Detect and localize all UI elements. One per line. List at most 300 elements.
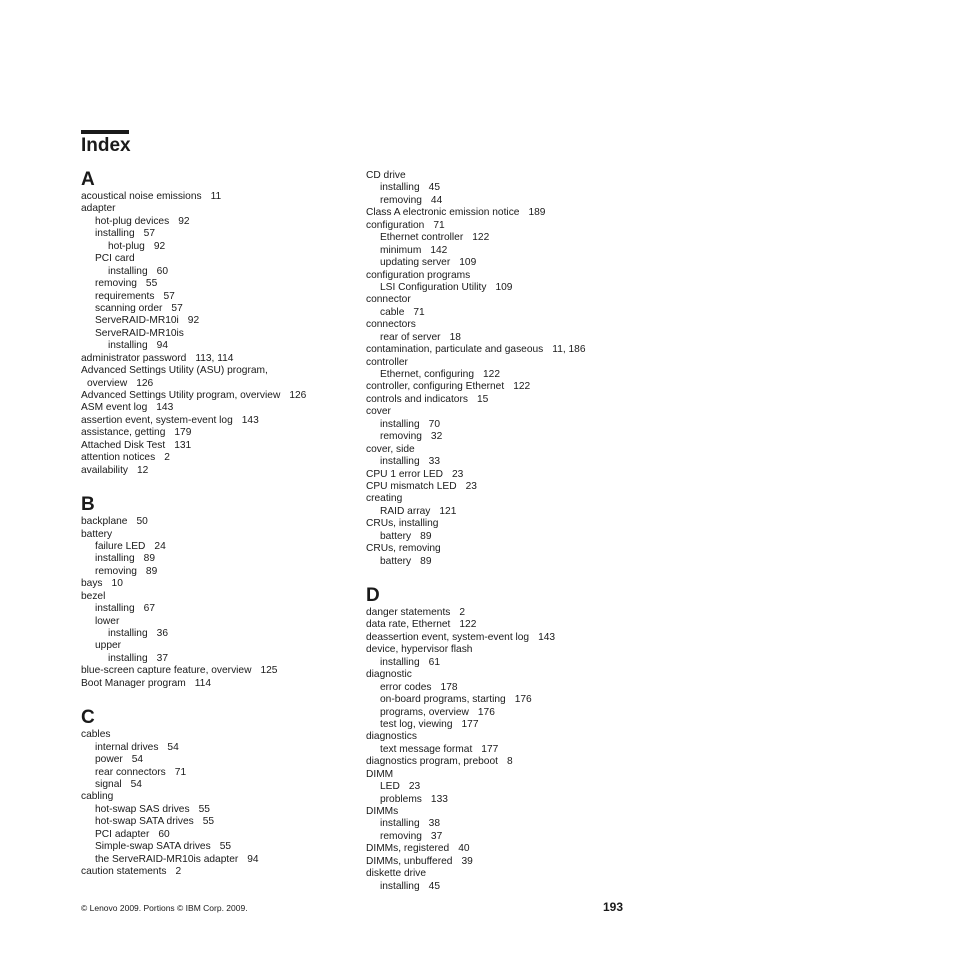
page-ref-link[interactable]: 178 [440,681,458,693]
index-term: installing [108,628,148,639]
index-term: cabling [81,791,114,803]
index-entry [81,791,361,803]
page-ref-link[interactable]: 38 [428,818,440,830]
index-entry [81,591,361,603]
index-term: CRUs, installing [366,518,439,530]
index-term: removing [380,194,422,206]
index-entry [366,831,646,843]
page-ref-link[interactable]: 92 [187,315,200,327]
page-ref-link[interactable]: 2 [164,452,170,464]
page-ref-link[interactable]: 37 [156,652,168,664]
index-term: lower [95,615,120,627]
index-entry [366,469,646,481]
index-entry [366,806,646,818]
index-entry [366,856,646,868]
index-term: cables [81,729,111,741]
index-term: Advanced Settings Utility program, overview [81,390,281,401]
index-term: PCI adapter [95,828,150,840]
index-term: installing [108,652,148,664]
index-entry [366,719,646,731]
index-term: Advanced Settings Utility (ASU) program, [81,365,268,377]
page-ref-link[interactable]: 176 [477,706,495,718]
index-entry [366,868,646,880]
index-term: ServeRAID-MR10is [95,327,184,339]
page-ref-link[interactable]: 179 [174,427,192,439]
page-ref-link[interactable]: 109 [495,281,513,293]
index-term: scanning order [95,302,163,314]
index-entry [81,529,361,541]
index-entry [366,195,646,207]
index-entry [81,440,361,452]
index-term: power [95,754,123,766]
index-term: signal [95,778,122,790]
page-ref-link[interactable]: 60 [158,828,170,840]
index-entry [81,603,361,615]
index-term: creating [366,493,403,505]
index-entry [366,669,646,681]
index-term: updating server [380,257,451,269]
page-ref-link[interactable]: 94 [156,340,168,352]
index-entry [81,216,361,228]
page-ref-link[interactable]: 122 [472,232,490,244]
index-entry [81,328,361,340]
index-entry [366,769,646,781]
index-entry [81,516,361,528]
index-term: LSI Configuration Utility [380,281,487,293]
index-entry [366,657,646,669]
page-ref-link[interactable]: 50 [136,516,148,528]
index-entry [81,779,361,791]
page-ref-link[interactable]: 11, 186 [552,344,586,356]
index-term: assistance, getting [81,427,166,439]
index-term: removing [380,431,422,443]
index-term: CD drive [366,170,406,181]
page-ref-link[interactable]: 92 [178,215,190,227]
index-entry [366,781,646,793]
index-entry [366,419,646,431]
index-entry [81,578,361,590]
index-entry [81,616,361,628]
page-ref-link[interactable]: 122 [513,381,531,393]
index-entry [81,829,361,841]
index-term: Simple-swap SATA drives [95,841,211,853]
index-section [366,586,646,893]
index-term: requirements [95,290,155,302]
index-entry [366,357,646,369]
index-term: installing [95,603,135,615]
index-entry [81,678,361,690]
section-letter: A [81,169,95,190]
index-entry [81,566,361,578]
index-term: cover [366,406,391,418]
index-term: PCI card [95,253,135,265]
page-ref-link[interactable]: 55 [145,278,158,290]
index-term: installing [380,182,420,194]
index-entry [81,228,361,240]
index-entry [366,444,646,456]
index-term: attention notices [81,452,156,464]
index-term: adapter [81,203,116,215]
page-ref-link[interactable]: 94 [247,853,259,865]
index-term: DIMM [366,768,394,780]
index-term: controller, configuring Ethernet [366,381,505,393]
index-entry [81,291,361,303]
page-ref-link[interactable]: 15 [476,393,489,405]
page-ref-link[interactable]: 89 [145,565,158,577]
index-entry [81,553,361,565]
index-term: cable [380,306,405,318]
page-ref-link[interactable]: 60 [156,265,168,277]
index-entry [366,731,646,743]
index-entry [81,390,361,402]
page-ref-link[interactable]: 122 [483,369,501,380]
page-ref-link[interactable]: 70 [428,418,440,430]
index-term: Ethernet, configuring [380,369,475,380]
index-term: installing [380,456,420,468]
index-entry [81,541,361,553]
page-ref-link[interactable]: 23 [452,468,464,480]
index-entry [81,241,361,253]
index-term: device, hypervisor flash [366,644,473,656]
index-column-right [366,170,646,911]
index-term: installing [95,553,135,565]
index-entry [366,344,646,356]
index-entry [81,315,361,327]
page-ref-link[interactable]: 18 [449,331,461,343]
page-ref-link[interactable]: 55 [202,816,215,828]
index-term: minimum [380,244,422,256]
index-section [366,170,646,568]
page-ref-link[interactable]: 125 [260,665,278,677]
index-term: error codes [380,681,432,693]
index-term: bays [81,578,103,590]
index-term: RAID array [380,505,431,517]
index-term: deassertion event, system-event log [366,631,530,643]
index-entry [366,170,646,182]
index-entry [366,518,646,530]
index-entry [366,818,646,830]
index-term: battery [380,530,412,542]
page-ref-link[interactable]: 12 [137,464,149,476]
page-ref-link[interactable]: 177 [461,718,479,730]
page-ref-link[interactable]: 61 [428,656,440,668]
page-ref-link[interactable]: 24 [154,540,166,552]
section-letter: B [81,494,95,516]
index-term: installing [380,818,420,830]
index-entry [366,481,646,493]
page-ref-link[interactable]: 143 [241,414,259,426]
page-ref-link[interactable]: 92 [153,240,166,252]
page-ref-link[interactable]: 57 [171,302,183,314]
index-entry [366,282,646,294]
index-entry [81,628,361,640]
index-entry [81,203,361,215]
page-ref-link[interactable]: 126 [136,377,154,389]
index-term: contamination, particulate and gaseous [366,344,544,356]
index-term: Attached Disk Test [81,439,166,451]
page-number: 193 [603,900,624,914]
index-entry [81,415,361,427]
index-entry [81,742,361,754]
section-letter: D [366,585,380,606]
index-entry [366,270,646,282]
index-entry [81,378,361,390]
index-entry [81,340,361,352]
index-term: upper [95,640,122,652]
page-ref-link[interactable]: 44 [430,194,443,206]
index-entry [366,556,646,568]
index-entry [81,729,361,741]
index-term: failure LED [95,540,146,552]
page-ref-link[interactable]: 55 [198,803,210,815]
copyright-footer: © Lenovo 2009. Portions © IBM Corp. 2009. [81,903,248,913]
index-term: rear connectors [95,766,166,778]
page-ref-link[interactable]: 133 [430,793,448,805]
index-term: connectors [366,319,416,331]
index-term: LED [380,781,400,793]
index-term: Ethernet controller [380,232,464,244]
index-entry [366,332,646,344]
index-term: controller [366,356,408,368]
page-ref-link[interactable]: 71 [413,306,425,318]
index-entry [366,431,646,443]
index-entry [81,767,361,779]
index-entry [366,794,646,806]
page-ref-link[interactable]: 189 [528,207,546,219]
page-ref-link[interactable]: 32 [430,431,443,443]
index-term: battery [81,528,113,540]
index-entry [81,804,361,816]
index-entry [366,220,646,232]
index-entry [366,319,646,331]
page-ref-link[interactable]: 55 [219,841,232,853]
page-ref-link[interactable]: 71 [433,219,445,231]
index-entry [81,427,361,439]
index-entry [366,843,646,855]
index-section [81,495,361,690]
index-term: the ServeRAID-MR10is adapter [95,853,239,865]
page-ref-link[interactable]: 71 [174,766,187,778]
index-entry [81,866,361,878]
index-term: ServeRAID-MR10i [95,315,179,327]
index-entry [81,841,361,853]
index-term: caution statements [81,866,167,877]
index-term: controls and indicators [366,393,468,405]
index-term: installing [95,228,135,240]
page-ref-link[interactable]: 89 [420,555,432,567]
index-entry [366,369,646,381]
index-entry [81,303,361,315]
index-entry [81,365,361,377]
index-term: diskette drive [366,868,427,880]
index-entry [81,278,361,290]
index-entry [366,232,646,244]
index-term: hot-swap SAS drives [95,803,190,815]
index-entry [366,245,646,257]
index-entry [81,854,361,866]
index-term: connector [366,294,411,306]
index-entry [366,607,646,619]
index-term: diagnostics program, preboot [366,756,498,768]
index-term: installing [380,656,420,668]
page-ref-link[interactable]: 143 [538,631,556,643]
index-term: backplane [81,516,128,528]
index-entry [81,253,361,265]
page-ref-link[interactable]: 109 [459,257,477,269]
page-ref-link[interactable]: 121 [439,505,457,517]
index-term: assertion event, system-event log [81,414,233,426]
index-term: DIMMs [366,806,399,817]
index-entry [366,257,646,269]
index-entry [366,707,646,719]
index-entry [81,402,361,414]
index-term: installing [108,340,148,352]
index-term: hot-swap SATA drives [95,816,194,828]
index-entry [81,640,361,652]
index-term: problems [380,793,422,805]
index-entry [81,465,361,477]
page-ref-link[interactable]: 45 [428,182,440,194]
page-ref-link[interactable]: 33 [428,456,440,468]
index-term: configuration [366,219,425,231]
index-term: installing [380,418,420,430]
index-term: blue-screen capture feature, overview [81,665,252,677]
index-term: danger statements [366,607,451,618]
index-term: diagnostic [366,669,412,681]
page-ref-link[interactable]: 23 [408,781,421,793]
index-term: data rate, Ethernet [366,619,451,631]
page-ref-link[interactable]: 67 [143,603,155,615]
index-term: hot-plug [108,240,145,252]
index-entry [366,456,646,468]
index-entry [366,682,646,694]
page-ref-link[interactable]: 143 [156,402,174,414]
index-term: internal drives [95,741,159,753]
index-term: on-board programs, starting [380,694,506,706]
index-entry [81,816,361,828]
index-entry [366,881,646,893]
page-ref-link[interactable]: 142 [430,244,448,256]
page-ref-link[interactable]: 37 [430,830,443,842]
page-ref-link[interactable]: 23 [465,480,477,492]
page-ref-link[interactable]: 10 [111,578,123,590]
index-term: overview [87,377,128,389]
index-entry [366,493,646,505]
index-entry [366,207,646,219]
index-term: DIMMs, registered [366,843,450,855]
index-term: removing [95,565,137,577]
index-term: installing [108,265,148,277]
index-term: diagnostics [366,731,417,743]
index-entry [366,406,646,418]
index-term: rear of server [380,331,441,343]
index-entry [366,619,646,631]
index-entry [366,182,646,194]
page-ref-link[interactable]: 36 [156,628,168,639]
page-ref-link[interactable]: 89 [143,553,155,565]
page-ref-link[interactable]: 40 [458,843,470,855]
page-ref-link[interactable]: 8 [506,756,513,768]
index-term: configuration programs [366,269,471,281]
page-ref-link[interactable]: 176 [514,694,532,706]
index-entry [366,294,646,306]
index-term: hot-plug devices [95,215,170,227]
index-section [81,708,361,878]
index-entry [81,353,361,365]
page-ref-link[interactable]: 54 [167,741,179,753]
page-ref-link[interactable]: 122 [459,619,477,631]
page-ref-link[interactable]: 2 [175,866,182,877]
index-entry [366,381,646,393]
page-ref-link[interactable]: 39 [461,855,473,867]
page-ref-link[interactable]: 54 [130,778,142,790]
index-term: test log, viewing [380,718,453,730]
index-term: Boot Manager program [81,677,186,689]
index-entry [81,665,361,677]
index-term: availability [81,464,128,476]
index-term: Class A electronic emission notice [366,207,520,219]
page-ref-link[interactable]: 114 [194,677,212,689]
page-ref-link[interactable]: 131 [174,439,192,451]
page-ref-link[interactable]: 54 [131,754,144,766]
index-entry [81,266,361,278]
index-entry [366,694,646,706]
index-entry [81,452,361,464]
index-term: text message format [380,743,473,755]
section-letter: C [81,707,95,729]
index-entry [366,632,646,644]
index-term: ASM event log [81,402,148,414]
index-term: acoustical noise emissions [81,191,202,202]
index-entry [366,506,646,518]
index-entry [81,653,361,665]
index-entry [81,191,361,203]
page-ref-link[interactable]: 57 [163,290,175,302]
index-entry [366,531,646,543]
index-entry [366,756,646,768]
index-term: programs, overview [380,706,469,718]
index-term: CPU 1 error LED [366,468,443,480]
index-term: CPU mismatch LED [366,480,457,492]
index-entry [366,744,646,756]
page-ref-link[interactable]: 113, 114 [195,352,234,364]
index-term: administrator password [81,352,187,364]
index-entry [366,307,646,319]
page-ref-link[interactable]: 2 [459,607,466,618]
page-ref-link[interactable]: 11 [210,191,222,202]
index-term: DIMMs, unbuffered [366,855,453,867]
index-term: removing [380,830,422,842]
index-section [81,170,361,477]
page-ref-link[interactable]: 126 [289,390,307,401]
index-term: battery [380,555,412,567]
index-entry [81,754,361,766]
index-term: CRUs, removing [366,543,441,555]
index-entry [366,394,646,406]
page-title: Index [81,135,131,156]
page-ref-link[interactable]: 177 [481,743,499,755]
index-term: installing [380,880,420,892]
page-ref-link[interactable]: 45 [428,880,440,892]
index-term: cover, side [366,443,415,455]
page-ref-link[interactable]: 89 [420,530,432,542]
index-term: bezel [81,590,106,602]
index-column-left [81,170,361,896]
index-entry [366,543,646,555]
page-ref-link[interactable]: 57 [143,228,155,240]
index-entry [366,644,646,656]
index-term: removing [95,278,137,290]
